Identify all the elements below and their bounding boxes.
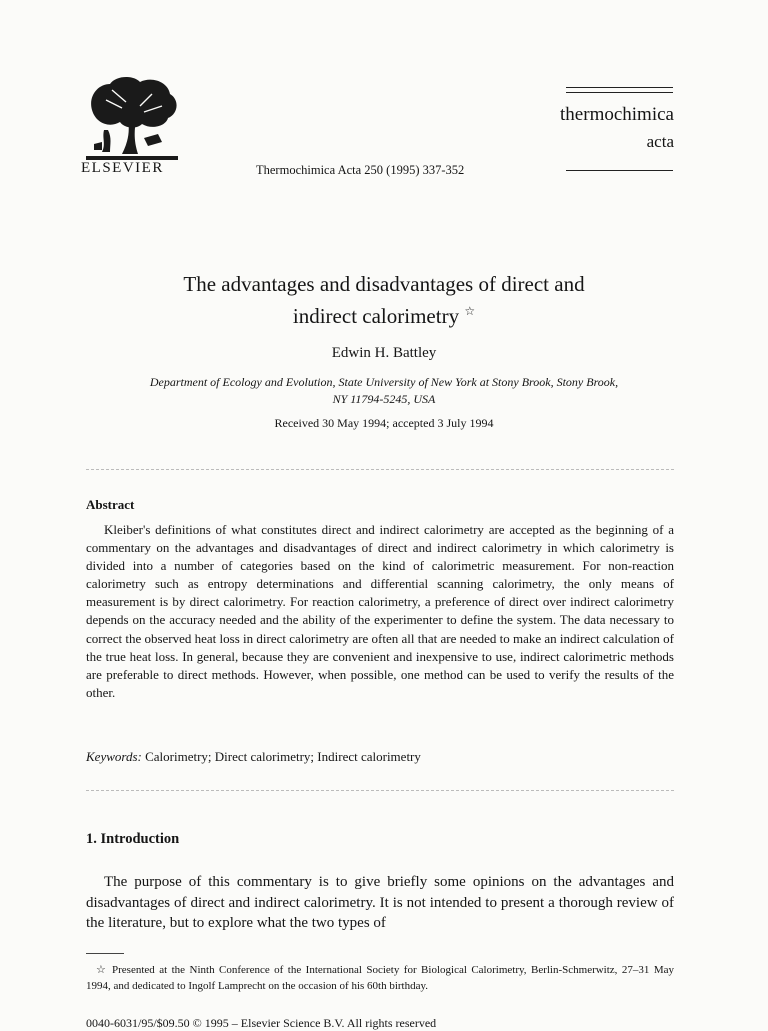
article-title bbox=[0, 271, 768, 330]
divider-bottom bbox=[86, 790, 674, 791]
copyright-line: 0040-6031/95/$09.50 © 1995 – Elsevier Science B.V. All rights reserved bbox=[86, 1016, 437, 1030]
journal-rule-top bbox=[566, 87, 673, 88]
title-footnote-mark: ☆ bbox=[464, 304, 476, 318]
section-heading-introduction: 1. Introduction bbox=[86, 831, 180, 847]
author-name: Edwin H. Battley bbox=[331, 345, 437, 361]
keywords bbox=[86, 749, 421, 765]
divider-top bbox=[86, 469, 674, 470]
abstract-text: Kleiber's definitions of what constitutes direct and indirect calorimetry are accepted as the beginning of a commentary on the advantages and disadvantages of direct and indirect calorimetry in which calorimetry is divided into a number of categories based on the kind of calorimetric measurement. For non-reaction calorimetry such as entropy determinations and differential scanning calorimetry, the only means of measurement is by direct calorimetry. For reaction calorimetry, a preference of direct over indirect calorimetry depends on the accuracy needed and the ability of the experimenter to define the system. The data necessary to correct the observed heat loss in direct calorimetry are often all that are needed to make an indirect calculation of the true heat loss. In general, because they are convenient and inexpensive to use, indirect calorimetric methods are preferable to direct methods. However, when possible, one method can be used to verify the results of the other. bbox=[86, 522, 674, 700]
keywords-label: Keywords: bbox=[86, 749, 142, 764]
received-dates: Received 30 May 1994; accepted 3 July 1994 bbox=[274, 416, 494, 430]
introduction-text: The purpose of this commentary is to give briefly some opinions on the advantages and disadvantages of direct and indirect calorimetry. It is not intended to present a thorough review of the literature, but to explore what the two types of bbox=[86, 874, 674, 931]
affiliation-line-1: Department of Ecology and Evolution, State University of New York at Stony Brook, Stony Brook, bbox=[149, 375, 619, 389]
keywords-list: Calorimetry; Direct calorimetry; Indirect calorimetry bbox=[145, 749, 421, 764]
journal-rule-bottom bbox=[566, 170, 673, 171]
abstract-heading: Abstract bbox=[86, 497, 135, 512]
elsevier-tree-logo bbox=[82, 72, 182, 162]
affiliation-line-2: NY 11794-5245, USA bbox=[332, 392, 436, 406]
title-line-2-text: indirect calorimetry bbox=[292, 304, 460, 328]
publisher-name: ELSEVIER bbox=[81, 160, 164, 176]
title-line-1: The advantages and disadvantages of direct and bbox=[183, 272, 585, 296]
author-affiliation bbox=[90, 374, 678, 408]
footnote-text: ☆ Presented at the Ninth Conference of the International Society for Biological Calorimetry, Berlin-Schmerwitz, 27–31 May 1994, and dedicated to Ingolf Lamprecht on the occasion of his 60th birthday. bbox=[86, 964, 674, 992]
journal-name-line2: acta bbox=[646, 132, 674, 151]
journal-rule-top-2 bbox=[566, 92, 673, 93]
journal-citation: Thermochimica Acta 250 (1995) 337-352 bbox=[256, 163, 465, 177]
journal-name-line1: thermochimica bbox=[560, 104, 674, 125]
footnote-rule bbox=[86, 953, 124, 954]
title-line-2 bbox=[0, 298, 768, 330]
